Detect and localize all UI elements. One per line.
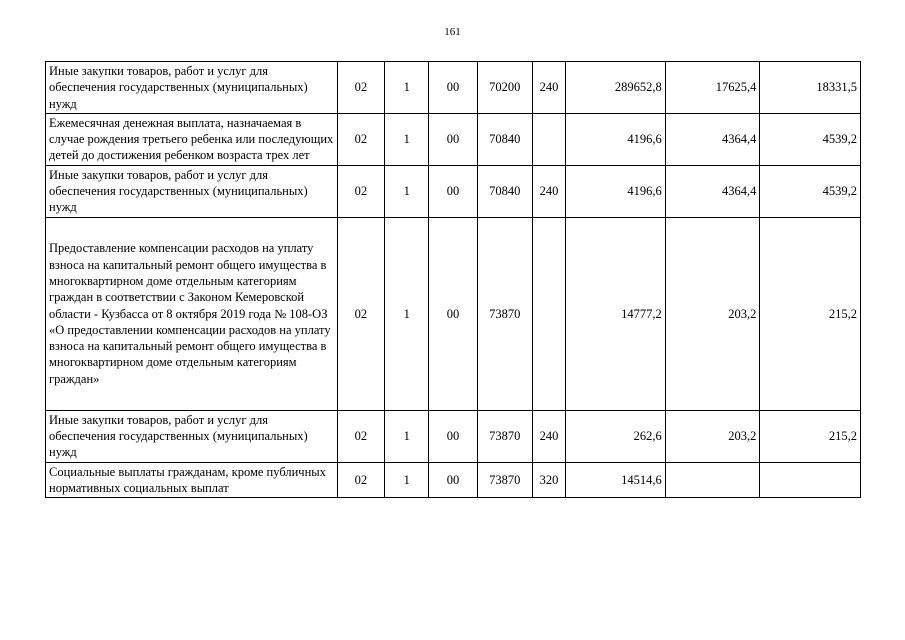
amount-cell: 4196,6 [566,113,666,165]
code-cell: 1 [385,217,429,410]
code-cell: 240 [532,410,565,462]
amount-cell [760,462,861,498]
amount-cell: 14514,6 [566,462,666,498]
code-cell: 00 [429,410,477,462]
code-cell: 73870 [477,217,532,410]
amount-cell: 17625,4 [665,62,760,114]
amount-cell: 215,2 [760,410,861,462]
code-cell: 02 [337,217,384,410]
code-cell: 1 [385,462,429,498]
code-cell: 70840 [477,113,532,165]
code-cell: 240 [532,62,565,114]
row-name-cell: Иные закупки товаров, работ и услуг для обеспечения государственных (муниципальных) нужд [46,62,338,114]
table-row [46,62,861,114]
row-name-cell: Иные закупки товаров, работ и услуг для обеспечения государственных (муниципальных) нужд [46,410,338,462]
code-cell: 1 [385,113,429,165]
table-row [46,410,861,462]
code-cell: 70840 [477,165,532,217]
code-cell: 00 [429,62,477,114]
amount-cell: 14777,2 [566,217,666,410]
code-cell: 1 [385,165,429,217]
page-number: 161 [444,26,461,38]
row-name-cell: Социальные выплаты гражданам, кроме публичных нормативных социальных выплат [46,462,338,498]
code-cell: 240 [532,165,565,217]
code-cell: 00 [429,113,477,165]
row-name-cell: Иные закупки товаров, работ и услуг для обеспечения государственных (муниципальных) нужд [46,165,338,217]
code-cell [532,113,565,165]
row-name-cell: Ежемесячная денежная выплата, назначаемая в случае рождения третьего ребенка или последующих детей до достижения ребенком возраста трех лет [46,113,338,165]
code-cell: 1 [385,62,429,114]
row-name-cell: Предоставление компенсации расходов на уплату взноса на капитальный ремонт общего имущества в многоквартирном доме отдельным категориям граждан в соответствии с Законом Кемеровской области - Кузбасса от 8 октября 2019 года № 108-ОЗ «О предоставлении компенсации расходов на уплату взноса на капитальный ремонт общего имущества в многоквартирном доме отдельным категориям граждан» [46,217,338,410]
code-cell: 1 [385,410,429,462]
code-cell: 00 [429,165,477,217]
code-cell: 02 [337,62,384,114]
code-cell: 02 [337,410,384,462]
code-cell: 70200 [477,62,532,114]
amount-cell: 4539,2 [760,165,861,217]
code-cell [532,217,565,410]
code-cell: 00 [429,462,477,498]
budget-table [45,61,861,498]
code-cell: 02 [337,113,384,165]
code-cell: 320 [532,462,565,498]
amount-cell: 289652,8 [566,62,666,114]
amount-cell: 215,2 [760,217,861,410]
table-row [46,217,861,410]
table-row [46,462,861,498]
amount-cell: 4539,2 [760,113,861,165]
amount-cell: 18331,5 [760,62,861,114]
table-row [46,113,861,165]
amount-cell: 203,2 [665,410,760,462]
amount-cell [665,462,760,498]
amount-cell: 203,2 [665,217,760,410]
amount-cell: 4364,4 [665,165,760,217]
code-cell: 00 [429,217,477,410]
code-cell: 02 [337,462,384,498]
amount-cell: 4364,4 [665,113,760,165]
table-row [46,165,861,217]
code-cell: 73870 [477,462,532,498]
amount-cell: 262,6 [566,410,666,462]
code-cell: 02 [337,165,384,217]
code-cell: 73870 [477,410,532,462]
amount-cell: 4196,6 [566,165,666,217]
